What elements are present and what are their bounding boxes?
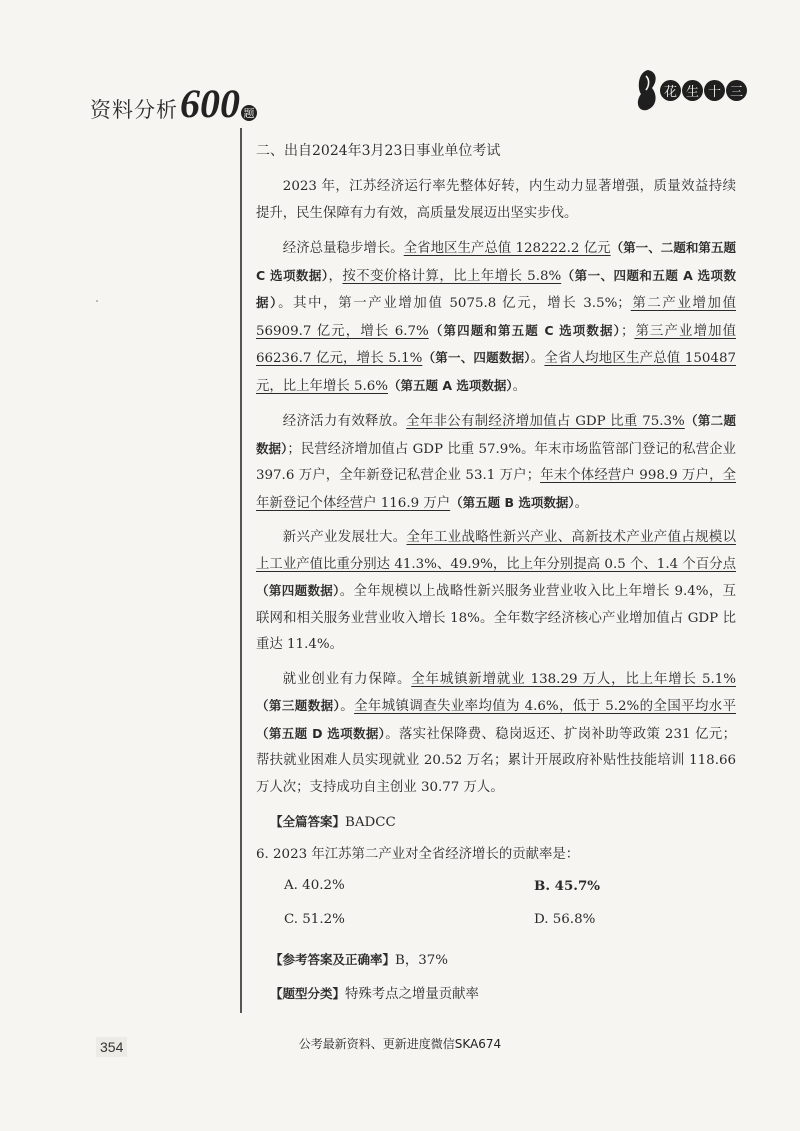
option-c: C. 51.2% [284, 912, 345, 927]
underlined-data: 第二产业增加值 56909.7 亿元，增长 6.7% [256, 296, 736, 339]
reference-label: 【参考答案及正确率】 [270, 952, 396, 967]
passage-text: 经济活力有效释放。 [282, 414, 407, 429]
passage-text: 2023 年，江苏经济运行率先整体好转，内生动力显著增强，质量效益持续提升，民生保障有力有效，高质量发展迈出坚实步伐。 [256, 179, 736, 221]
underlined-data: 全年城镇新增就业 138.29 万人，比上年增长 5.1% [411, 671, 736, 687]
passage-paragraph [256, 235, 736, 400]
reference-answer [270, 944, 736, 977]
brand-char: 生 [682, 80, 703, 101]
passage-paragraph [256, 408, 736, 517]
question-reference-note: （第五题 D 选项数据） [256, 725, 386, 741]
underlined-data: 全年工业战略性新兴产业、高新技术产业产值占规模以上工业产值比重分别达 41.3%、49.9%，比上年分别提高 0.5 个、1.4 个百分点 [256, 530, 737, 572]
all-answers [270, 809, 736, 836]
question-reference-note: （第五题 B 选项数据） [450, 494, 575, 510]
answer-options [284, 874, 736, 932]
category-label: 【题型分类】 [270, 986, 346, 1001]
passage-text: 。 [340, 699, 355, 714]
passage-text: 就业创业有力保障。 [282, 671, 412, 687]
underlined-data: 全省人均地区生产总值 150487 元，比上年增长 5.6% [256, 351, 736, 394]
passage-text: 经济总量稳步增长。 [282, 241, 404, 256]
passage-paragraph [256, 174, 736, 227]
passage-text: ；民营经济增加值占 GDP 比重 57.9%。年末市场监管部门登记的私营企业 397.6 万户，全年新登记私营企业 53.1 万户； [256, 441, 736, 483]
brand-logo [633, 68, 747, 112]
book-suffix: 题 [241, 105, 257, 121]
material-passage [256, 174, 736, 801]
underlined-data: 全年城镇调查失业率均值为 4.6%，低于 5.2%的全国平均水平 [354, 699, 736, 714]
page-content [256, 140, 736, 1014]
passage-text: 。 [530, 351, 545, 366]
brand-char: 十 [704, 80, 725, 101]
underlined-data: 年末个体经营户 998.9 万户，全年新登记个体经营户 116.9 万户 [256, 468, 736, 511]
question-text: 6. 2023 年江苏第二产业对全省经济增长的贡献率是： [256, 847, 580, 862]
all-answers-label: 【全篇答案】 [270, 814, 346, 829]
question-category [270, 981, 736, 1008]
underlined-data: 全年非公有制经济增加值占 GDP 比重 75.3% [406, 414, 685, 429]
book-title: 资料分析 [90, 98, 178, 122]
footer-note: 公考最新资料、更新进度微信SKA674 [298, 1037, 502, 1051]
question-reference-note: （第四题和第五题 C 选项数据） [428, 322, 621, 338]
question-reference-note: （第一、四题和五题 A 选项数据） [256, 267, 737, 310]
brand-name [659, 80, 747, 101]
question-reference-note: （第四题数据） [256, 583, 340, 598]
underlined-data: 第三产业增加值 66236.7 亿元，增长 5.1% [256, 323, 736, 366]
reference-value: B，37% [395, 953, 449, 968]
passage-text: 。 [574, 495, 589, 511]
passage-text: 。其中，第一产业增加值 5075.8 亿元，增长 3.5%； [278, 296, 631, 311]
category-value: 特殊考点之增量贡献率 [345, 987, 479, 1002]
margin-rule [240, 128, 242, 1013]
question-reference-note: （第二题数据） [256, 413, 736, 456]
section-title: 二、出自2024年3月23日事业单位考试 [256, 143, 501, 159]
passage-text: 。全年规模以上战略性新兴服务业营业收入比上年增长 9.4%，互联网和相关服务业营业收入增长 18%。全年数字经济核心产业增加值占 GDP 比重达 11.4%。 [256, 584, 736, 652]
brand-char: 花 [660, 80, 681, 101]
book-number: 600 [180, 81, 240, 126]
passage-paragraph [256, 525, 736, 659]
underlined-data: 按不变价格计算，比上年增长 5.8% [342, 268, 562, 284]
underlined-data: 全省地区生产总值 128222.2 亿元 [403, 241, 611, 256]
scan-speck [96, 300, 98, 302]
brand-char: 三 [726, 80, 747, 101]
passage-paragraph [256, 667, 736, 802]
book-title-header [90, 80, 257, 127]
option-d: D. 56.8% [534, 912, 596, 927]
question-reference-note: （第一、二题和第五题 C 选项数据） [256, 240, 737, 283]
passage-text: 。落实社保降费、稳岗返还、扩岗补助等政策 231 亿元；帮扶就业困难人员实现就业 20.52 万名；累计开展政府补贴性技能培训 118.66 万人次；支持成功自主创业 30.77 万人。 [256, 726, 736, 795]
option-b: B. 45.7% [534, 878, 600, 894]
passage-text: ； [620, 323, 635, 339]
all-answers-value: BADCC [345, 815, 396, 830]
page-number: 354 [96, 1037, 127, 1057]
question-reference-note: （第五题 A 选项数据） [388, 377, 513, 393]
question-reference-note: （第一、四题数据） [422, 350, 531, 365]
passage-text: 。 [512, 378, 527, 394]
passage-text: ， [328, 268, 343, 284]
passage-text: 新兴产业发展壮大。 [282, 530, 407, 545]
question-reference-note: （第三题数据） [256, 698, 341, 713]
option-a: A. 40.2% [284, 878, 345, 893]
